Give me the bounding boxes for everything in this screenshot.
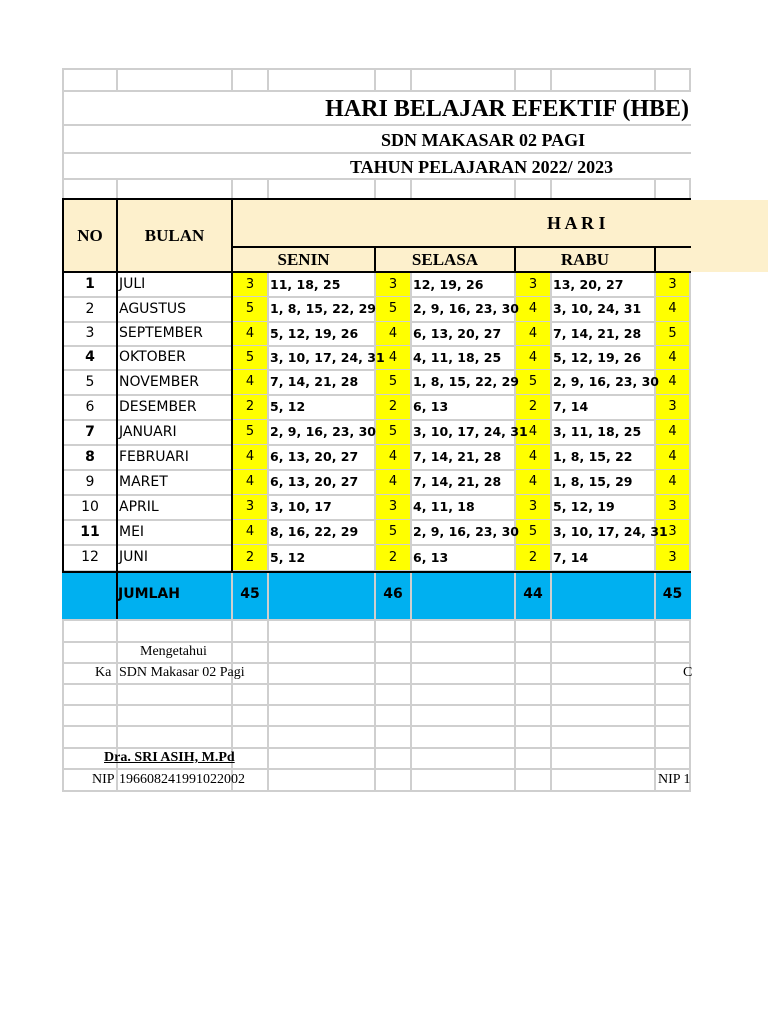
- row-number: 9: [85, 474, 95, 490]
- row-number: 6: [85, 399, 95, 415]
- senin-count: 5: [245, 350, 255, 365]
- row-month: AGUSTUS: [119, 301, 186, 317]
- row-month: OKTOBER: [119, 349, 186, 365]
- senin-count: 4: [245, 524, 255, 539]
- col-header-hari: H A R I: [547, 213, 606, 233]
- selasa-dates: 6, 13: [413, 550, 449, 565]
- row-number: 2: [85, 301, 95, 317]
- row-number: 11: [80, 524, 100, 540]
- row-number: 1: [85, 276, 95, 292]
- total-border: [550, 573, 552, 619]
- next-count: 3: [668, 499, 677, 514]
- rabu-dates: 3, 10, 17, 24, 31: [553, 524, 668, 539]
- senin-count: 5: [245, 301, 255, 316]
- senin-dates: 2, 9, 16, 23, 30: [270, 424, 376, 439]
- grid-line: [62, 725, 691, 727]
- table-row: [62, 470, 691, 495]
- grid-line: [62, 619, 691, 621]
- header-overflow-fill: [691, 200, 768, 272]
- grid-line: [62, 768, 691, 770]
- total-label: JUMLAH: [118, 586, 180, 602]
- senin-dates: 5, 12, 19, 26: [270, 326, 359, 341]
- senin-dates: 5, 12: [270, 399, 306, 414]
- selasa-count: 4: [388, 326, 398, 341]
- rabu-dates: 5, 12, 19: [553, 499, 615, 514]
- senin-count: 4: [245, 374, 255, 389]
- table-row: [62, 545, 691, 571]
- row-month: NOVEMBER: [119, 374, 199, 390]
- rabu-count: 2: [528, 399, 538, 414]
- next-count: 5: [668, 326, 677, 341]
- nip-label: NIP: [92, 772, 115, 787]
- selasa-dates: 6, 13: [413, 399, 449, 414]
- row-border: [116, 495, 118, 520]
- total-border: [410, 573, 412, 619]
- row-month: JUNI: [119, 549, 148, 565]
- row-month: JULI: [119, 276, 146, 292]
- senin-count: 4: [245, 474, 255, 489]
- row-month: FEBRUARI: [119, 449, 189, 465]
- selasa-count: 5: [388, 524, 398, 539]
- next-count: 4: [668, 474, 677, 489]
- selasa-dates: 4, 11, 18: [413, 499, 475, 514]
- table-row: [62, 273, 691, 297]
- rabu-count: 4: [528, 474, 538, 489]
- selasa-count: 4: [388, 350, 398, 365]
- row-month: APRIL: [119, 499, 159, 515]
- selasa-dates: 6, 13, 20, 27: [413, 326, 502, 341]
- total-selasa: 46: [383, 586, 403, 602]
- selasa-count: 2: [388, 550, 398, 565]
- col-header-senin: SENIN: [277, 250, 330, 269]
- senin-dates: 7, 14, 21, 28: [270, 374, 359, 389]
- senin-dates: 1, 8, 15, 22, 29: [270, 301, 376, 316]
- grid-line: [62, 683, 691, 685]
- next-count: 3: [668, 399, 677, 414]
- selasa-count: 4: [388, 449, 398, 464]
- rabu-count: 3: [528, 277, 538, 292]
- selasa-dates: 2, 9, 16, 23, 30: [413, 301, 519, 316]
- senin-dates: 8, 16, 22, 29: [270, 524, 359, 539]
- signatory-school: SDN Makasar 02 Pagi: [119, 665, 245, 680]
- senin-dates: 5, 12: [270, 550, 306, 565]
- header-border: [233, 246, 691, 248]
- selasa-count: 5: [388, 424, 398, 439]
- rabu-count: 4: [528, 301, 538, 316]
- rabu-count: 4: [528, 326, 538, 341]
- senin-count: 2: [245, 550, 255, 565]
- rabu-dates: 1, 8, 15, 29: [553, 474, 633, 489]
- selasa-count: 4: [388, 474, 398, 489]
- row-number: 8: [85, 449, 95, 465]
- row-month: JANUARI: [119, 424, 177, 440]
- signatory-name: Dra. SRI ASIH, M.Pd: [104, 750, 235, 765]
- row-number: 5: [85, 374, 95, 390]
- row-number: 7: [85, 424, 95, 440]
- selasa-count: 3: [388, 277, 398, 292]
- rabu-dates: 13, 20, 27: [553, 277, 624, 292]
- total-rabu: 44: [523, 586, 543, 602]
- grid-line: [62, 178, 691, 180]
- row-month: MEI: [119, 524, 145, 540]
- senin-dates: 6, 13, 20, 27: [270, 449, 359, 464]
- senin-count: 2: [245, 399, 255, 414]
- selasa-dates: 2, 9, 16, 23, 30: [413, 524, 519, 539]
- rabu-count: 4: [528, 449, 538, 464]
- senin-count: 5: [245, 424, 255, 439]
- row-border: [116, 445, 118, 470]
- selasa-count: 5: [388, 301, 398, 316]
- role-prefix: Ka: [95, 665, 112, 680]
- senin-dates: 11, 18, 25: [270, 277, 341, 292]
- next-count: 3: [668, 550, 677, 565]
- senin-count: 4: [245, 326, 255, 341]
- row-border: [116, 370, 118, 395]
- spreadsheet: [62, 68, 691, 792]
- next-count: 3: [668, 524, 677, 539]
- total-senin: 45: [240, 586, 260, 602]
- col-header-selasa: SELASA: [411, 250, 479, 269]
- table-row: [62, 495, 691, 520]
- selasa-dates: 12, 19, 26: [413, 277, 484, 292]
- table-row: [62, 322, 691, 346]
- selasa-count: 5: [388, 374, 398, 389]
- rabu-count: 5: [528, 524, 538, 539]
- row-month: SEPTEMBER: [119, 325, 203, 341]
- nip-value: 196608241991022002: [119, 772, 245, 787]
- grid-line: [62, 747, 691, 749]
- row-border: [116, 322, 118, 346]
- next-count: 4: [668, 301, 677, 316]
- grid-line: [62, 662, 691, 664]
- rabu-count: 4: [528, 350, 538, 365]
- next-count: 3: [668, 277, 677, 292]
- row-month: MARET: [119, 474, 168, 490]
- row-number: 12: [81, 549, 99, 565]
- senin-dates: 6, 13, 20, 27: [270, 474, 359, 489]
- row-border: [116, 545, 118, 571]
- col-header-bulan: BULAN: [144, 226, 205, 245]
- acknowledged-text: Mengetahui: [140, 644, 207, 659]
- selasa-dates: 1, 8, 15, 22, 29: [413, 374, 519, 389]
- row-number: 4: [85, 349, 95, 365]
- row-border: [116, 346, 118, 370]
- next-count: 4: [668, 449, 677, 464]
- senin-dates: 3, 10, 17, 24, 31: [270, 350, 385, 365]
- next-count: 4: [668, 424, 677, 439]
- grid-line: [62, 641, 691, 643]
- senin-count: 4: [245, 449, 255, 464]
- total-next: 45: [662, 586, 683, 602]
- table-row: [62, 395, 691, 420]
- table-row: [62, 370, 691, 395]
- col-header-rabu: RABU: [560, 250, 610, 269]
- row-month: DESEMBER: [119, 399, 197, 415]
- subtitle-band: [64, 126, 691, 152]
- table-row: [62, 346, 691, 370]
- right-fragment: C: [683, 665, 693, 680]
- row-border: [116, 520, 118, 545]
- row-number: 3: [85, 325, 95, 341]
- rabu-dates: 7, 14, 21, 28: [553, 326, 642, 341]
- next-count: 4: [668, 374, 677, 389]
- total-border: [267, 573, 269, 619]
- table-row: [62, 420, 691, 445]
- rabu-count: 2: [528, 550, 538, 565]
- next-count: 4: [668, 350, 677, 365]
- rabu-count: 5: [528, 374, 538, 389]
- rabu-dates: 3, 11, 18, 25: [553, 424, 642, 439]
- table-row: [62, 297, 691, 322]
- school-name: SDN MAKASAR 02 PAGI: [381, 130, 586, 150]
- grid-line: [62, 68, 691, 70]
- academic-year: TAHUN PELAJARAN 2022/ 2023: [350, 157, 614, 177]
- senin-count: 3: [245, 499, 255, 514]
- page-title: HARI BELAJAR EFEKTIF (HBE): [325, 96, 689, 122]
- row-border: [116, 470, 118, 495]
- grid-line: [62, 704, 691, 706]
- right-nip: NIP 1: [658, 772, 691, 787]
- table-row: [62, 520, 691, 545]
- rabu-dates: 7, 14: [553, 399, 589, 414]
- selasa-count: 3: [388, 499, 398, 514]
- selasa-dates: 7, 14, 21, 28: [413, 449, 502, 464]
- rabu-dates: 5, 12, 19, 26: [553, 350, 642, 365]
- row-border: [116, 420, 118, 445]
- row-border: [116, 395, 118, 420]
- selasa-count: 2: [388, 399, 398, 414]
- col-header-no: NO: [77, 226, 103, 245]
- selasa-dates: 3, 10, 17, 24, 31: [413, 424, 528, 439]
- senin-count: 3: [245, 277, 255, 292]
- row-border: [116, 297, 118, 322]
- rabu-dates: 3, 10, 24, 31: [553, 301, 642, 316]
- row-border: [116, 273, 118, 297]
- rabu-count: 4: [528, 424, 538, 439]
- rabu-count: 3: [528, 499, 538, 514]
- rabu-dates: 1, 8, 15, 22: [553, 449, 633, 464]
- header-border: [654, 248, 656, 272]
- selasa-dates: 4, 11, 18, 25: [413, 350, 502, 365]
- rabu-dates: 2, 9, 16, 23, 30: [553, 374, 659, 389]
- row-number: 10: [81, 499, 99, 515]
- rabu-dates: 7, 14: [553, 550, 589, 565]
- senin-dates: 3, 10, 17: [270, 499, 332, 514]
- grid-line: [62, 790, 691, 792]
- selasa-dates: 7, 14, 21, 28: [413, 474, 502, 489]
- table-row: [62, 445, 691, 470]
